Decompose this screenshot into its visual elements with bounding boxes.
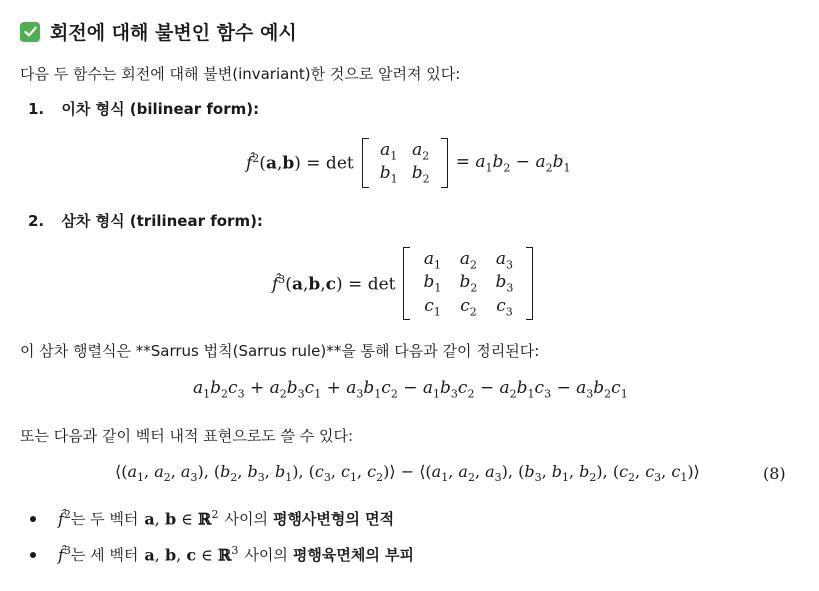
bullet-2: f̂$^3$ 는 세 벡터 a, b, c ∈ ℝ$^3$ 사이의 평행육면체의 부피 [30, 544, 414, 565]
bilinear-formula: f̂$^2$(a,b) = det $a_1$ $a_2$ $b_1$ $b_2$ = $a_1b_2 - a_2b_1$ [246, 140, 571, 186]
section-title [20, 18, 297, 45]
title-text: 회전에 대해 불변인 함수 예시 [50, 22, 297, 44]
item-2-label: 삼차 형식 (trilinear form): [61, 212, 263, 230]
matrix-2x2: $a_1$ $a_2$ $b_1$ $b_2$ [362, 138, 448, 188]
dot-product-text: 또는 다음과 같이 벡터 내적 표현으로도 쓸 수 있다: [20, 427, 354, 445]
trilinear-formula: f̂$^3$(a,b,c) = det $a_1$ $a_2$ $a_3$ $b_1$ $b_2$ $b_3$ $c_1$ $c_2$ $c_3$ [272, 247, 541, 320]
sarrus-expansion: $a_1b_2c_3 + a_2b_3c_1 + a_3b_1c_2 - a_1b_3c_2 - a_2b_1c_3 - a_3b_2c_1$ [193, 378, 628, 401]
bullet-dot-icon [30, 552, 36, 558]
sarrus-text: 이 삼차 행렬식은 **Sarrus 법칙(Sarrus rule)**을 통해 다음과 같이 정리된다: [20, 342, 540, 360]
item-1-label: 이차 형식 (bilinear form): [61, 100, 260, 118]
check-mark-icon [20, 22, 40, 42]
bullet-2-mid: 사이의 [244, 546, 288, 564]
item-1-heading [28, 98, 259, 119]
equation-number: (8) [763, 464, 786, 483]
bullet-1-bold: 평행사변형의 면적 [272, 510, 395, 528]
dot-product-formula: $⟨(a_1$, $a_2$, $a_3$), ($b_2$, $b_3$, $b_1$), ($c_3$, $c_1$, $c_2)⟩$ − $⟨(a_1$, $a_2$, $a_3$), ($b_3$, $b_1$, $b_2$), ($c_2$, $c_3$, $c_1)⟩$ [115, 462, 700, 485]
intro-text: 다음 두 함수는 회전에 대해 불변(invariant)한 것으로 알려져 있다: [20, 65, 461, 83]
bullet-dot-icon [30, 516, 36, 522]
matrix-3x3: $a_1$ $a_2$ $a_3$ $b_1$ $b_2$ $b_3$ $c_1$ $c_2$ $c_3$ [403, 247, 533, 320]
item-1-number: 1. [28, 100, 45, 118]
bullet-2-bold: 평행육면체의 부피 [292, 546, 415, 564]
item-2-heading [28, 210, 263, 231]
bullet-1-pre: 는 두 벡터 [70, 510, 139, 528]
bullet-1-mid: 사이의 [224, 510, 268, 528]
bullet-2-pre: 는 세 벡터 [70, 546, 139, 564]
bullet-1: f̂$^2$ 는 두 벡터 a, b ∈ ℝ$^2$ 사이의 평행사변형의 면적 [30, 508, 394, 529]
item-2-number: 2. [28, 212, 45, 230]
